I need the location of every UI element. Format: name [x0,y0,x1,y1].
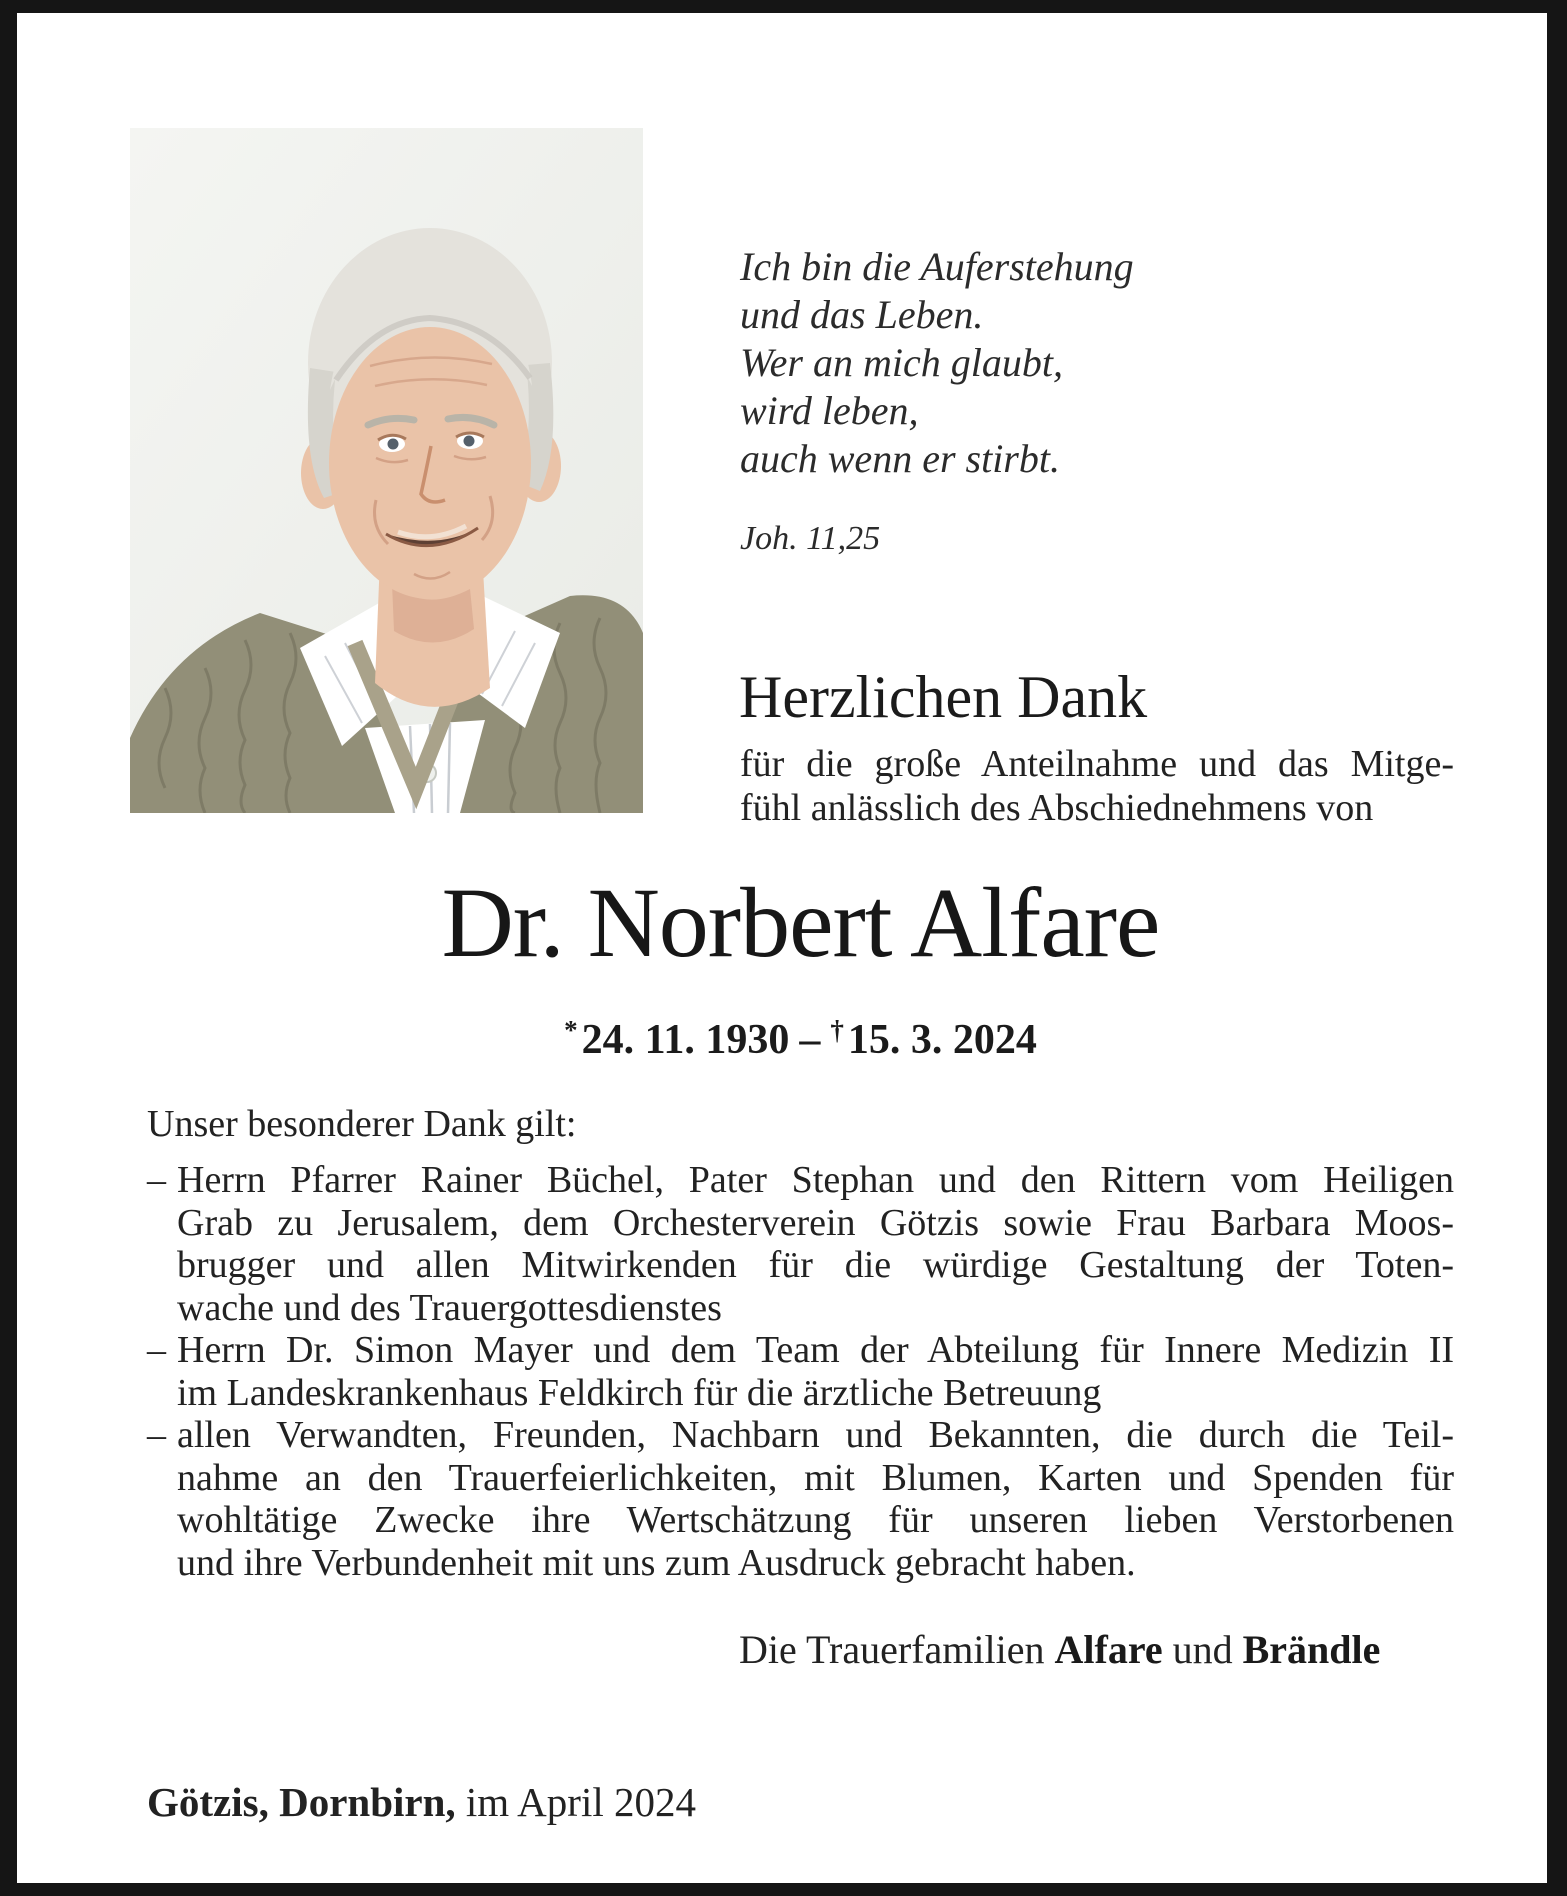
thanks-intro-line: für die große Anteilnahme und das Mitge- [740,743,1454,785]
acknowledgement-item [147,1414,1454,1584]
face [329,327,531,599]
quote-source: Joh. 11,25 [740,520,881,557]
life-dates [147,1006,1454,1064]
item-bullet: – [147,1414,166,1456]
birth-symbol: * [564,1015,578,1045]
item-line: wache und des Trauergottesdienstes [177,1286,722,1329]
quote-line: und das Leben. [740,292,984,337]
item-lines [177,1414,1454,1584]
item-line: Grab zu Jerusalem, dem Orchesterverein Götzis sowie Frau Barbara Moos- [177,1201,1454,1244]
bible-quote [740,243,1134,483]
quote-line: Wer an mich glaubt, [740,340,1063,385]
item-line: und ihre Verbundenheit mit uns zum Ausdruck gebracht haben. [177,1541,1136,1584]
signature-prefix: Die Trauerfamilien [739,1627,1055,1672]
family-name-1: Alfare [1054,1627,1163,1672]
item-line: wohltätige Zwecke ihre Wertschätzung für unseren lieben Verstorbenen [177,1499,1454,1541]
item-bullet: – [147,1159,166,1201]
acknowledgements-heading: Unser besonderer Dank gilt: [147,1103,577,1145]
deceased-name: Dr. Norbert Alfare [441,867,1160,978]
item-line: brugger und allen Mitwirkenden für die würdige Gestaltung der Toten- [177,1244,1454,1286]
thanks-heading: Herzlichen Dank [739,664,1148,730]
item-line: Herrn Dr. Simon Mayer und dem Team der Abteilung für Innere Medizin II [177,1329,1454,1371]
date-separator: – [799,1017,821,1063]
thanks-intro [740,742,1454,830]
item-line: allen Verwandten, Freunden, Nachbarn und Bekannten, die durch die Teil- [177,1414,1454,1456]
places: Götzis, Dornbirn, [147,1779,456,1825]
portrait-illustration [130,128,643,813]
issue-date: im April 2024 [455,1779,696,1825]
place-date-line [147,1779,696,1826]
birth-date: 24. 11. 1930 [581,1017,790,1063]
item-lines [177,1329,1454,1414]
acknowledgements-list [147,1159,1454,1584]
thanks-intro-line: fühl anlässlich des Abschiednehmens von [740,787,1374,829]
item-line: im Landeskrankenhaus Feldkirch für die ärztliche Betreuung [177,1371,1102,1414]
family-name-2: Brändle [1242,1627,1381,1672]
portrait-photo [130,128,643,813]
item-bullet: – [147,1329,166,1371]
death-date: 15. 3. 2024 [847,1017,1037,1063]
acknowledgement-item [147,1329,1454,1414]
signature-connector: und [1162,1627,1243,1672]
acknowledgement-item [147,1159,1454,1329]
quote-line: auch wenn er stirbt. [740,436,1060,481]
item-line: Herrn Pfarrer Rainer Büchel, Pater Stephan und den Rittern vom Heiligen [177,1159,1454,1201]
quote-line: wird leben, [740,388,919,433]
item-lines [177,1159,1454,1329]
item-line: nahme an den Trauerfeierlichkeiten, mit Blumen, Karten und Spenden für [177,1456,1454,1499]
signature-line [739,1627,1380,1673]
death-symbol: † [830,1015,844,1045]
quote-line: Ich bin die Auferstehung [740,244,1134,289]
